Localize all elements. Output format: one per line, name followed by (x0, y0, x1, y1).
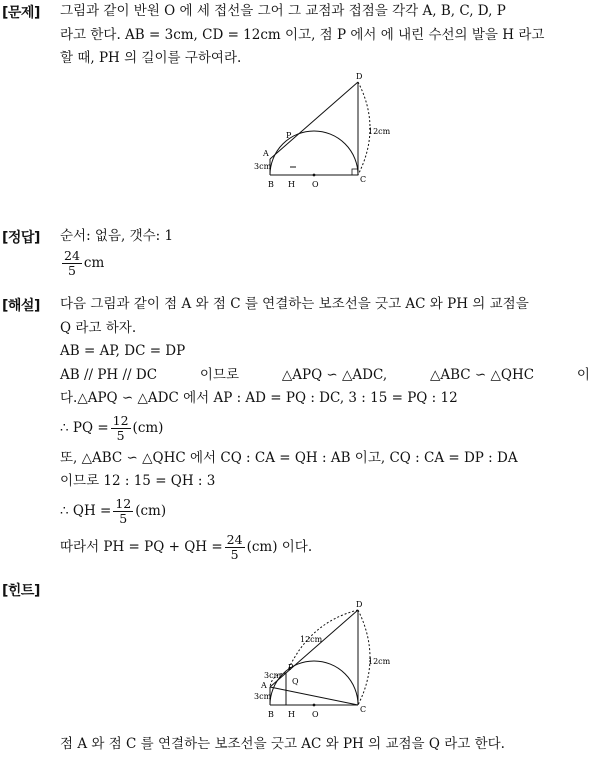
label-b: B (268, 710, 274, 719)
line-a-c (270, 687, 358, 705)
label-cd-length: 12cm (368, 127, 391, 136)
pq-fraction (111, 414, 131, 443)
label-c: C (360, 175, 367, 184)
similar-abc-qhc: △ABC ∽ △QHC (429, 366, 535, 383)
label-o: O (312, 710, 319, 719)
solution-line-8: 이므로 12 : 15 = QH : 3 (60, 473, 216, 489)
ph-fraction (225, 533, 245, 562)
semicircle-o (270, 131, 358, 175)
word-i: 이 (576, 366, 590, 383)
ph-numerator: 24 (226, 532, 243, 547)
answer-tag: [정답] (2, 230, 40, 246)
ph-prefix: 따라서 PH = PQ + QH = (60, 538, 223, 555)
therefore-word: 이므로 (199, 366, 240, 383)
qh-fraction (113, 497, 133, 526)
qh-prefix: ∴ QH = (60, 502, 112, 519)
center-o (313, 174, 316, 177)
answer-value (60, 246, 590, 282)
label-p: P (288, 663, 294, 672)
solution-line-1: 다음 그림과 같이 점 A 와 점 C 를 연결하는 보조선을 긋고 AC 와 PH 의 교점을 (60, 296, 529, 312)
label-ap-length: 3cm (264, 671, 282, 680)
solution-line-4 (60, 364, 590, 388)
label-p: P (286, 131, 292, 140)
solution-line-10 (60, 530, 590, 566)
label-ab-length: 3cm (254, 692, 272, 701)
answer-unit: cm (83, 254, 105, 271)
label-o: O (312, 180, 319, 189)
ph-suffix: (cm) 이다. (246, 538, 313, 555)
label-a: A (261, 681, 267, 690)
problem-figure (250, 70, 410, 195)
pq-numerator: 12 (112, 413, 129, 428)
qh-unit: (cm) (135, 502, 167, 519)
parallel-statement: AB // PH // DC (60, 366, 158, 383)
center-o (313, 704, 316, 707)
similar-apq-adc: △APQ ∽ △ADC, (281, 366, 388, 383)
right-angle-mark (352, 169, 358, 175)
label-d: D (356, 72, 363, 81)
qh-denominator: 5 (119, 511, 128, 526)
solution-line-9 (60, 494, 590, 530)
label-h: H (288, 710, 295, 719)
label-cd-length: 12cm (368, 657, 391, 666)
label-b: B (268, 180, 274, 189)
problem-line-1: 그림과 같이 반원 O 에 세 접선을 그어 그 교점과 접점을 각각 A, B, C, D, P (60, 3, 506, 19)
problem-line-3: 할 때, PH 의 길이를 구하여라. (60, 50, 242, 66)
solution-line-2: Q 라고 하자. (60, 319, 137, 336)
qh-numerator: 12 (115, 496, 132, 511)
pq-prefix: ∴ PQ = (60, 419, 109, 436)
label-c: C (360, 705, 367, 714)
semicircle-o (270, 661, 358, 705)
solution-body (60, 293, 590, 566)
pq-unit: (cm) (132, 419, 164, 436)
answer-numerator: 24 (64, 248, 80, 263)
line-a-d (270, 610, 358, 687)
label-dp-length: 12cm (300, 635, 323, 644)
solution-line-5: 다.△APQ ∽ △ADC 에서 AP : AD = PQ : DC, 3 : 15 = PQ : 12 (60, 390, 458, 406)
solution-line-3: AB = AP, DC = DP (60, 343, 186, 359)
label-a: A (263, 149, 269, 158)
problem-text (60, 0, 590, 71)
answer-fraction (62, 249, 82, 278)
problem-tag: [문제] (2, 5, 40, 21)
hint-figure (250, 598, 410, 723)
problem-line-2: 라고 한다. AB = 3cm, CD = 12cm 이고, 점 P 에서 에 내린 수선의 발을 H 라고 (60, 26, 545, 43)
hint-caption: 점 A 와 점 C 를 연결하는 보조선을 긋고 AC 와 PH 의 교점을 Q 라고 한다. (60, 736, 505, 752)
solution-line-6 (60, 411, 590, 447)
answer-denominator: 5 (67, 263, 76, 278)
ph-denominator: 5 (230, 547, 239, 562)
label-h: H (288, 180, 295, 189)
label-d: D (356, 600, 363, 609)
solution-tag: [해설] (2, 298, 40, 314)
solution-line-7: 또, △ABC ∽ △QHC 에서 CQ : CA = QH : AB 이고, CQ : CA = DP : DA (60, 449, 518, 466)
pq-denominator: 5 (116, 428, 125, 443)
hint-tag: [힌트] (2, 583, 40, 599)
answer-line-1: 순서: 없음, 갯수: 1 (60, 228, 174, 244)
answer-body (60, 225, 590, 282)
label-q: Q (292, 677, 299, 686)
line-a-d (270, 82, 358, 159)
label-ab-length: 3cm (254, 162, 272, 171)
